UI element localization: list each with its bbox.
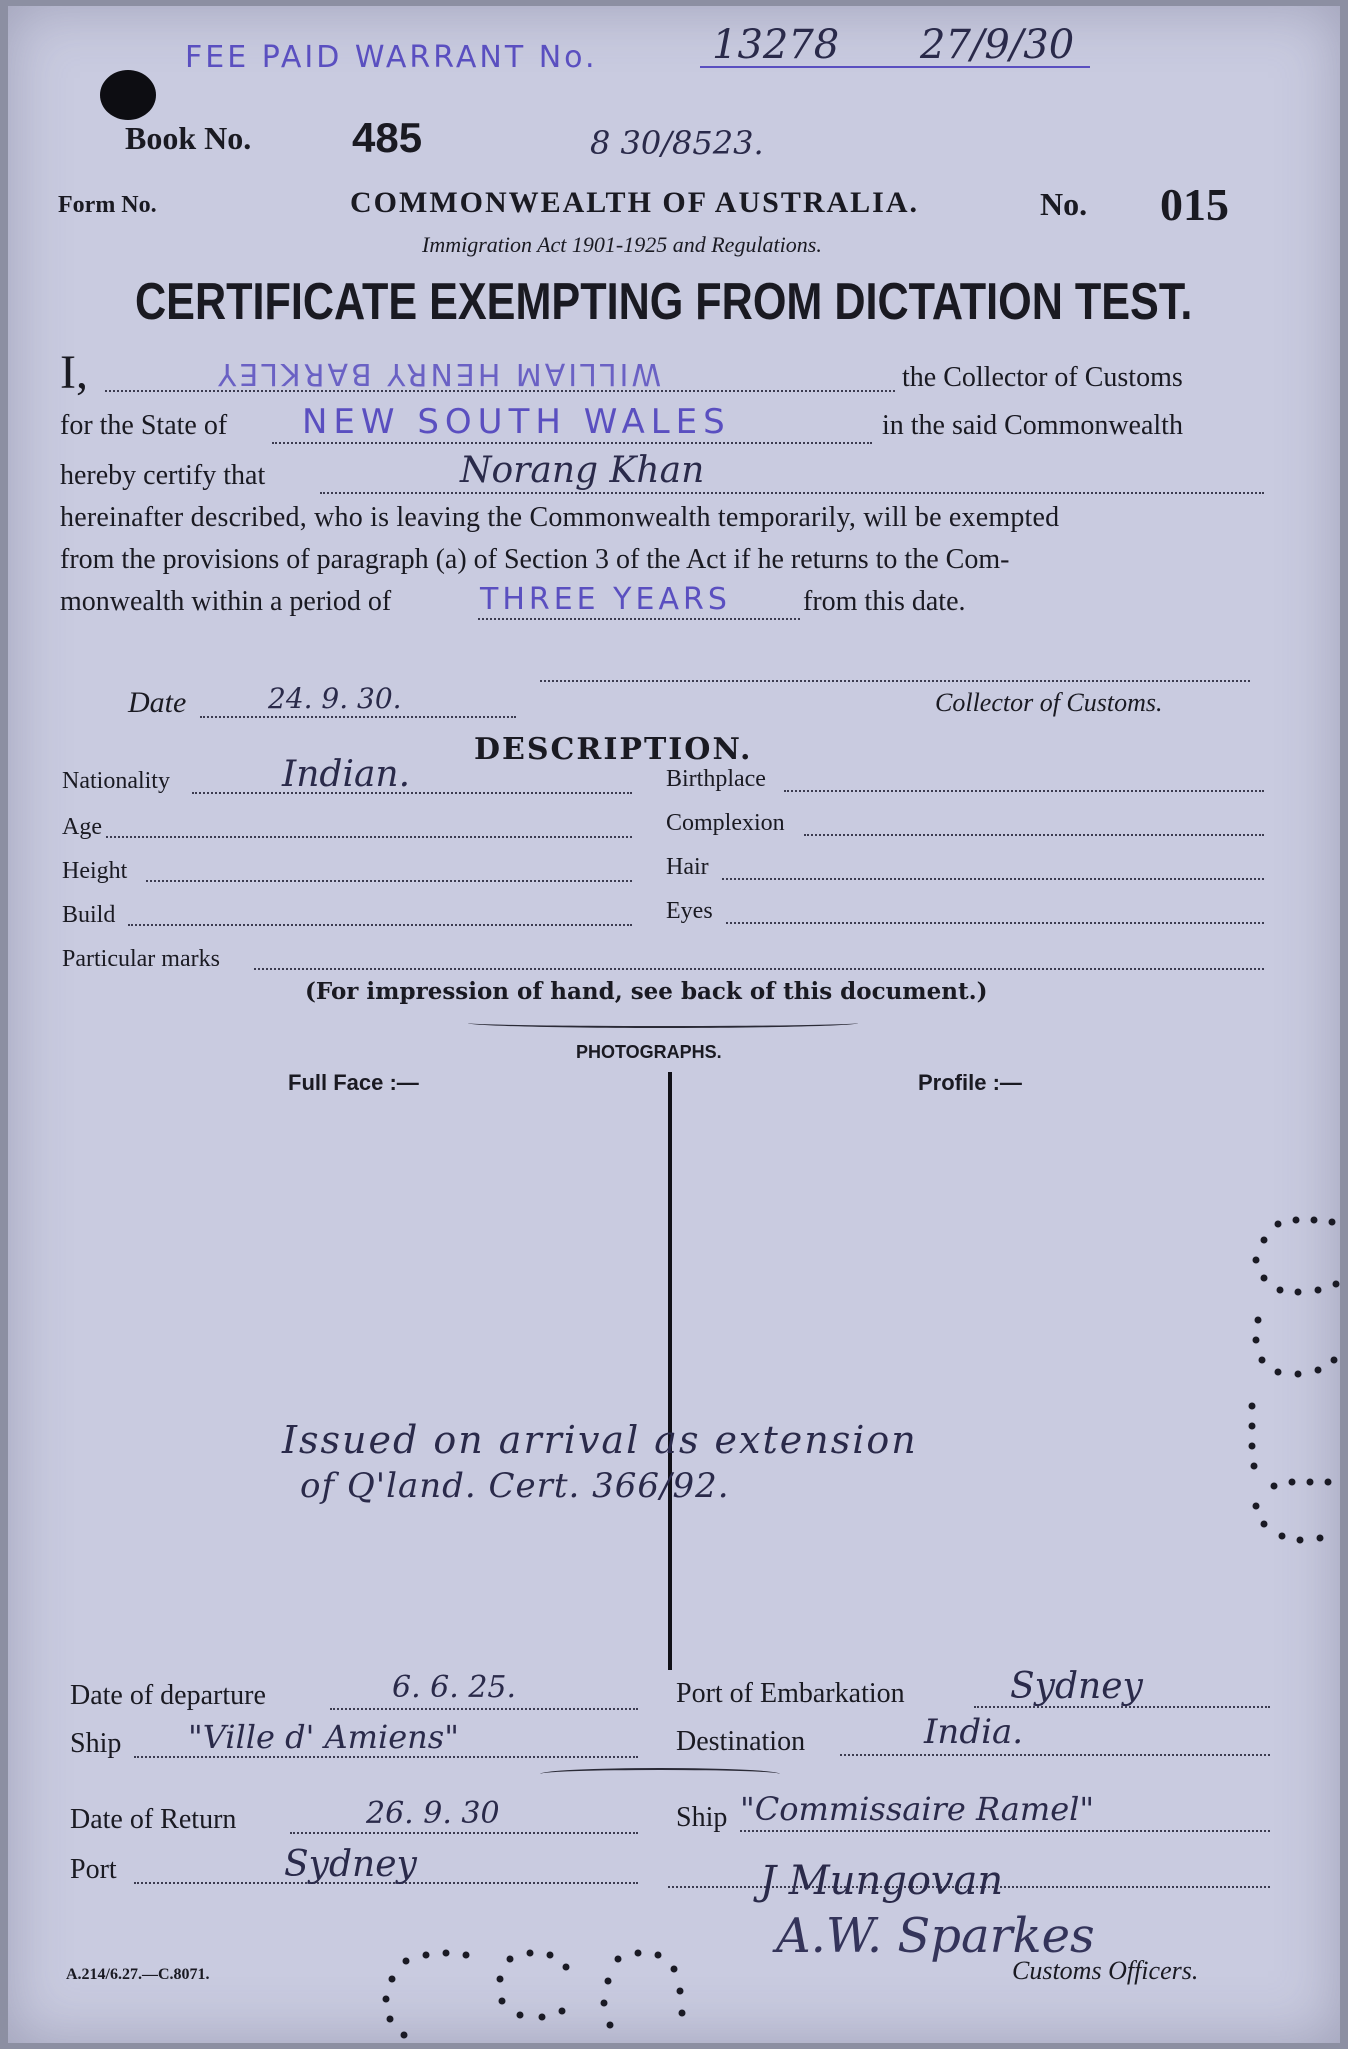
collector-name-stamp: WILLIAM HENRY BARKLEY xyxy=(215,356,662,391)
state-line xyxy=(272,442,872,444)
warrant-label: FEE PAID WARRANT No. xyxy=(185,40,598,75)
particular-marks-line xyxy=(254,968,1264,970)
perforation-right xyxy=(1238,1210,1348,1550)
eyes-line xyxy=(726,922,1264,924)
photo-divider xyxy=(668,1072,672,1670)
body-line-4: hereinafter described, who is leaving the Commonwealth temporarily, will be exempted xyxy=(60,502,1060,533)
hair-line xyxy=(722,878,1264,880)
age-line xyxy=(106,836,632,838)
destination-label: Destination xyxy=(676,1726,806,1757)
state-prefix: for the State of xyxy=(60,410,228,441)
signature-2: A.W. Sparkes xyxy=(776,1908,1095,1964)
ship-label: Ship xyxy=(70,1728,122,1759)
travel-flourish xyxy=(540,1768,780,1780)
act-subheading: Immigration Act 1901-1925 and Regulations. xyxy=(422,232,822,257)
port-value: Sydney xyxy=(284,1844,417,1885)
signature-1: J Mungovan xyxy=(760,1858,1004,1904)
date-line xyxy=(200,716,516,718)
nationality-value: Indian. xyxy=(282,754,411,795)
departure-line xyxy=(330,1708,638,1710)
full-face-label: Full Face :— xyxy=(288,1070,419,1095)
date-label: Date xyxy=(128,686,187,719)
eyes-label: Eyes xyxy=(666,898,713,924)
complexion-line xyxy=(804,834,1264,836)
collector-label: Collector of Customs. xyxy=(935,688,1163,717)
form-label: Form No. xyxy=(58,192,157,218)
description-title: DESCRIPTION. xyxy=(474,732,753,767)
photo-note-line1: Issued on arrival as extension xyxy=(282,1418,918,1462)
warrant-stamp xyxy=(185,40,598,75)
departure-label: Date of departure xyxy=(70,1680,266,1711)
particular-marks-label: Particular marks xyxy=(62,946,220,972)
return-value: 26. 9. 30 xyxy=(366,1796,500,1831)
certificate-title: CERTIFICATE EXEMPTING FROM DICTATION TEST. xyxy=(135,273,1193,331)
departure-value: 6. 6. 25. xyxy=(392,1670,517,1705)
height-label: Height xyxy=(62,858,128,884)
embarkation-value: Sydney xyxy=(1010,1666,1143,1707)
period-stamp: THREE YEARS xyxy=(480,582,731,617)
port-label: Port xyxy=(70,1854,117,1885)
customs-officers-label: Customs Officers. xyxy=(1012,1956,1199,1985)
certify-prefix: hereby certify that xyxy=(60,460,266,491)
hair-label: Hair xyxy=(666,854,709,880)
note-flourish xyxy=(468,1018,858,1028)
number-label: No. xyxy=(1040,186,1088,222)
collector-signature-line xyxy=(540,680,1250,682)
return-label: Date of Return xyxy=(70,1804,237,1835)
return-ship-label: Ship xyxy=(676,1802,728,1833)
state-suffix: in the said Commonwealth xyxy=(882,410,1183,441)
build-label: Build xyxy=(62,902,116,928)
period-suffix: from this date. xyxy=(803,586,966,617)
book-label: Book No. xyxy=(125,120,252,156)
commonwealth-heading: COMMONWEALTH OF AUSTRALIA. xyxy=(350,186,920,219)
ink-blot xyxy=(100,70,156,120)
ship-line xyxy=(134,1756,638,1758)
complexion-label: Complexion xyxy=(666,810,785,836)
height-line xyxy=(146,880,632,882)
warrant-date: 27/9/30 xyxy=(920,22,1075,68)
return-ship-line xyxy=(740,1830,1270,1832)
ship-value: "Ville d' Amiens" xyxy=(188,1718,459,1756)
body-line-5: from the provisions of paragraph (a) of Section 3 of the Act if he returns to the Com- xyxy=(60,544,1010,575)
period-prefix: monwealth within a period of xyxy=(60,586,392,617)
person-line xyxy=(320,492,1264,494)
date-value: 24. 9. 30. xyxy=(268,682,402,715)
book-number: 485 xyxy=(352,114,423,161)
number-value: 015 xyxy=(1160,179,1229,230)
book-ref: 8 30/8523. xyxy=(590,124,764,162)
return-line xyxy=(290,1832,638,1834)
warrant-underline xyxy=(700,66,1090,68)
embarkation-label: Port of Embarkation xyxy=(676,1678,905,1709)
return-ship-value: "Commissaire Ramel" xyxy=(740,1790,1095,1828)
birthplace-label: Birthplace xyxy=(666,766,766,792)
perforation-bottom xyxy=(370,1945,710,2045)
collector-suffix: the Collector of Customs xyxy=(902,362,1183,393)
photo-note-line2: of Q'land. Cert. 366/92. xyxy=(300,1466,730,1506)
period-line xyxy=(478,618,800,620)
state-stamp: NEW SOUTH WALES xyxy=(302,402,731,442)
destination-value: India. xyxy=(924,1712,1024,1752)
nationality-label: Nationality xyxy=(62,768,170,794)
birthplace-line xyxy=(784,790,1264,792)
profile-label: Profile :— xyxy=(918,1070,1022,1095)
destination-line xyxy=(840,1754,1270,1756)
age-label: Age xyxy=(62,814,102,840)
warrant-number: 13278 xyxy=(712,22,840,68)
nationality-line xyxy=(192,792,632,794)
impression-note: (For impression of hand, see back of this document.) xyxy=(305,978,988,1005)
printer-code: A.214/6.27.—C.8071. xyxy=(66,1966,210,1983)
build-line xyxy=(128,924,632,926)
i-label: I, xyxy=(60,346,88,399)
photographs-title: PHOTOGRAPHS. xyxy=(576,1042,722,1062)
person-name: Norang Khan xyxy=(460,450,705,491)
